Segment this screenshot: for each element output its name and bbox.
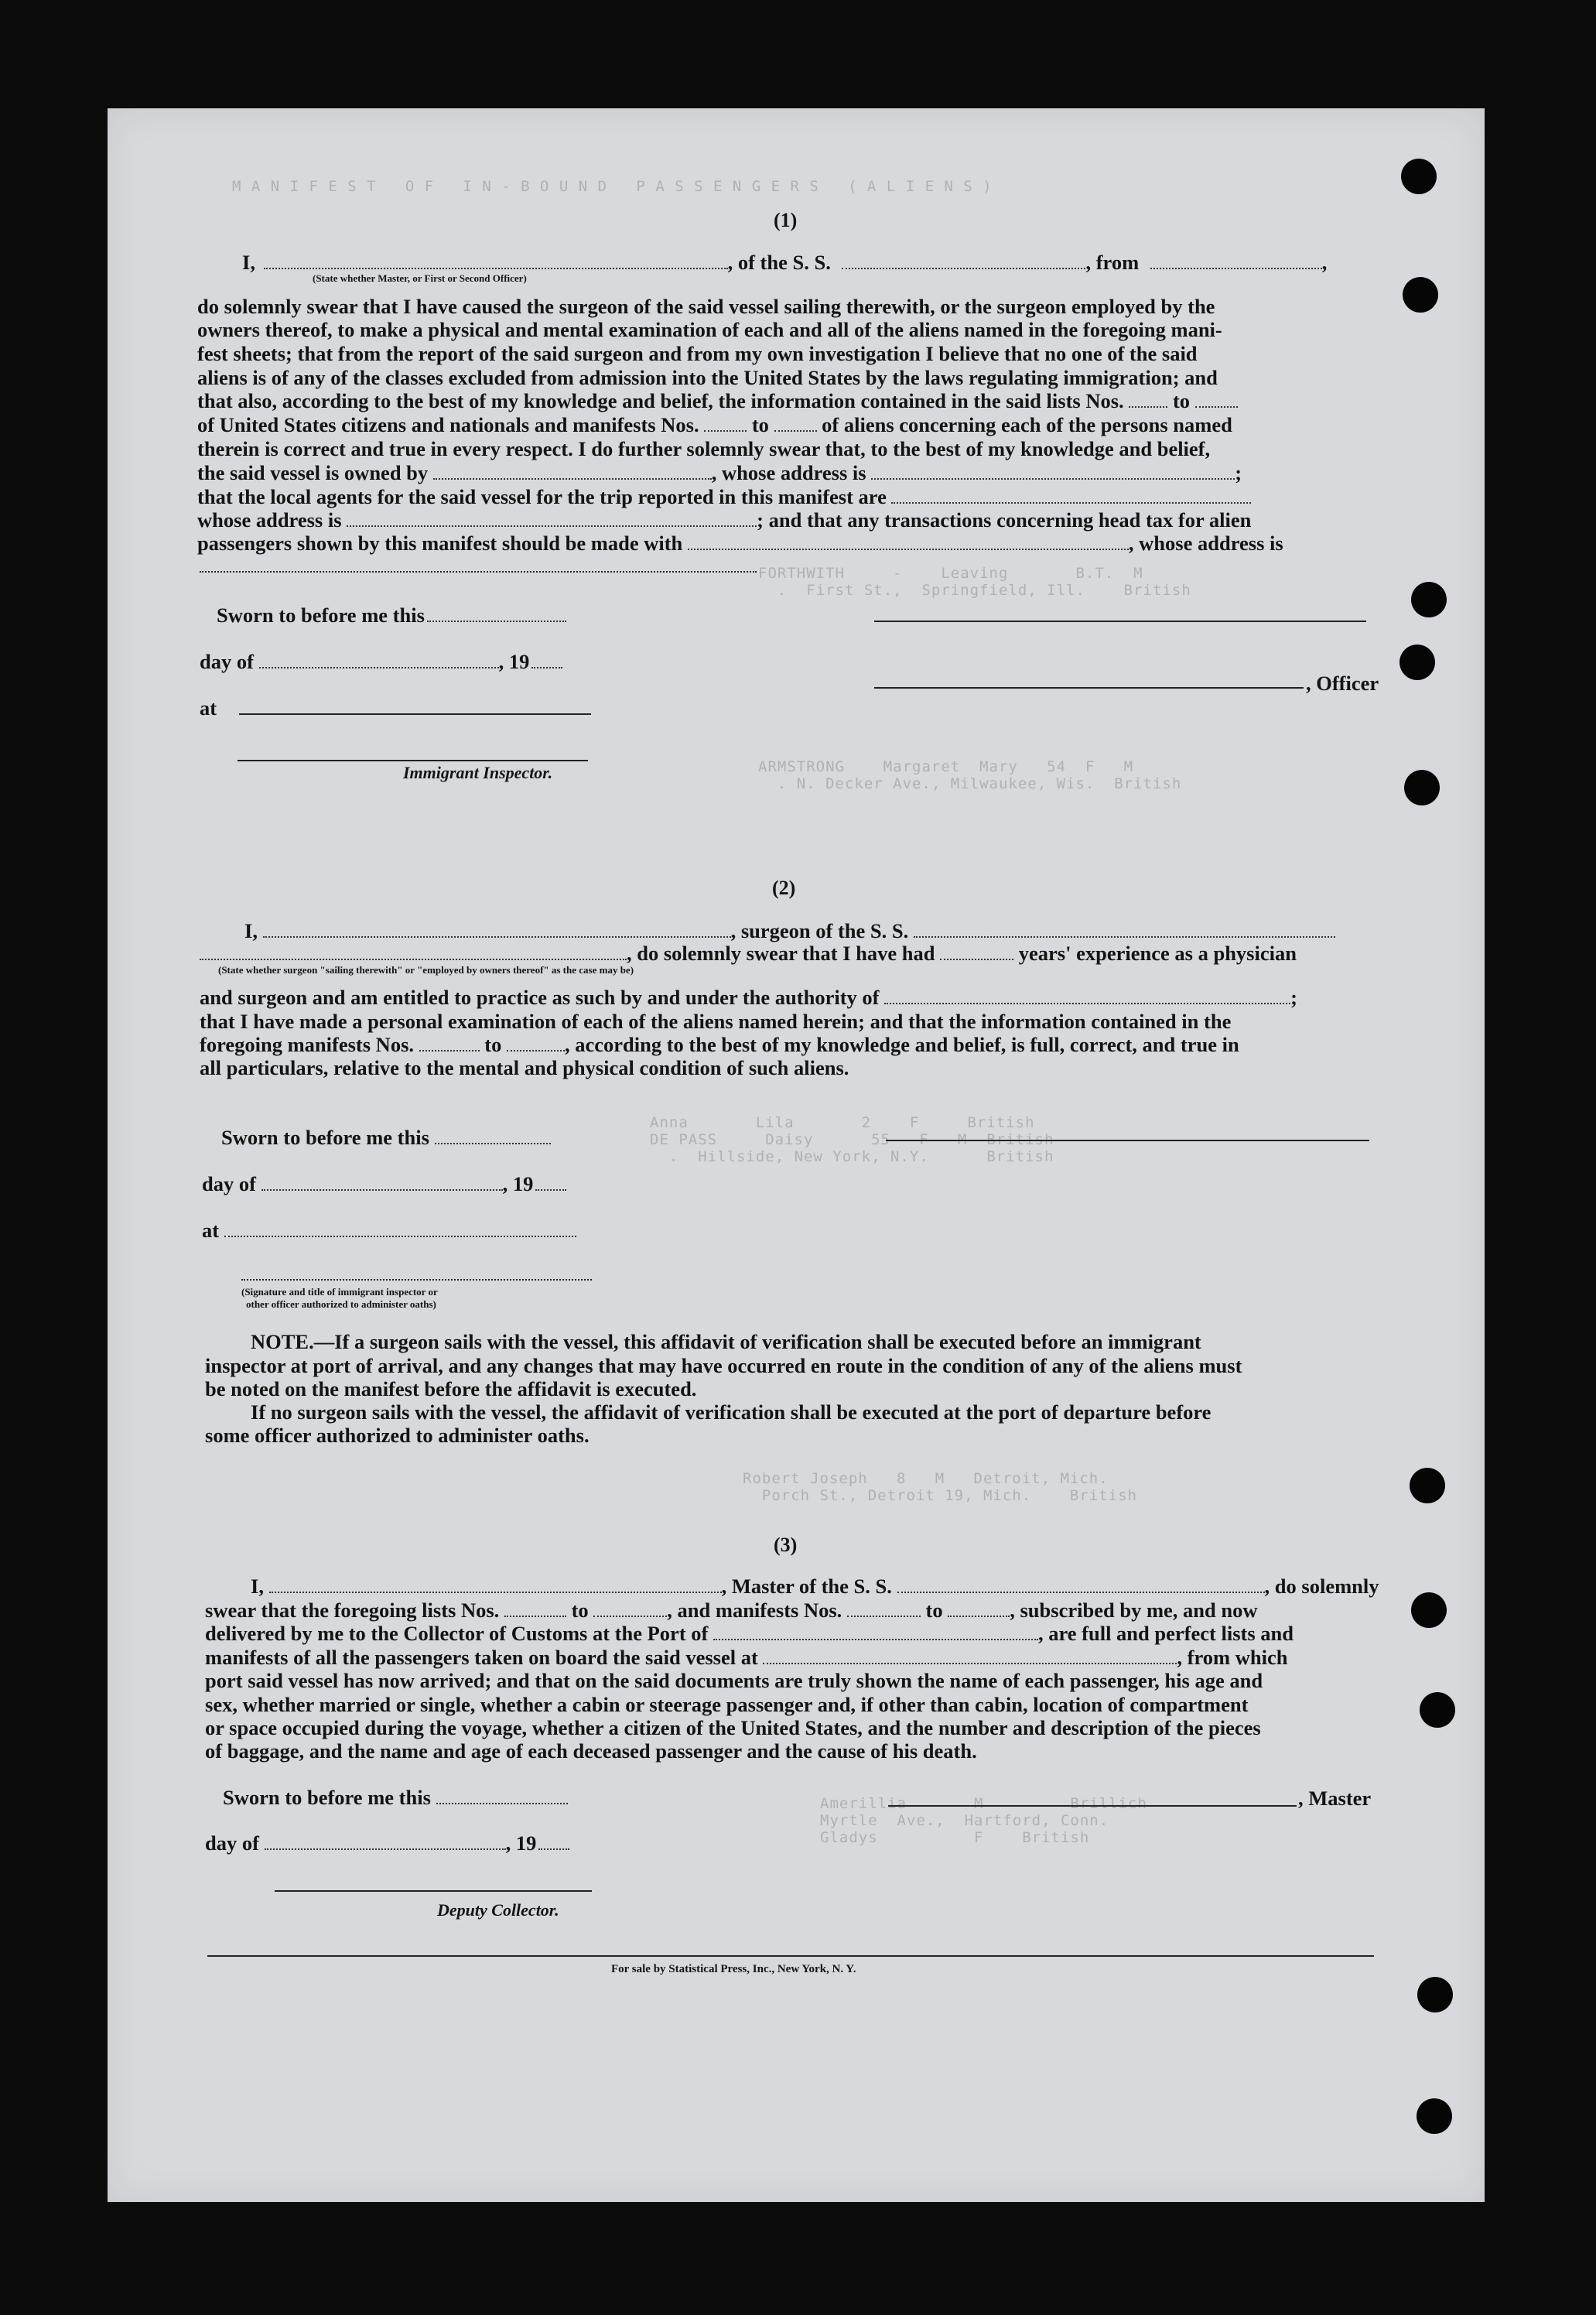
lists-from-field[interactable]: [1129, 389, 1167, 408]
place-field[interactable]: [239, 696, 591, 715]
entitled-line: and surgeon and am entitled to practice as such by and under the authority of ;: [200, 986, 1297, 1009]
master-signature-line[interactable]: [888, 1805, 1297, 1807]
footer-rule: [207, 1955, 1374, 1957]
officer-label: , Officer: [1306, 672, 1379, 695]
bleed-through-text: Amerillia M Brillich Myrtle Ave., Hartford, Conn. Gladys F British: [820, 1795, 1147, 1846]
signature-note-2: other officer authorized to administer oaths): [246, 1298, 436, 1310]
month-field[interactable]: [259, 650, 499, 669]
punch-hole: [1404, 770, 1440, 805]
owned-line: the said vessel is owned by , whose address is ;: [197, 461, 1242, 484]
surgeon-signature-line[interactable]: [886, 1140, 1369, 1141]
inspector-signature-line[interactable]: [238, 760, 588, 761]
punch-hole: [1411, 1592, 1447, 1628]
punch-hole: [1417, 1977, 1453, 2012]
port-field[interactable]: [713, 1622, 1038, 1640]
section1-body-line: owners thereof, to make a physical and mental examination of each and all of the aliens named in the foregoing mani-: [197, 318, 1222, 341]
officer-name-field[interactable]: [264, 251, 728, 269]
officer-signature-line[interactable]: [874, 687, 1304, 689]
master-name-field-3[interactable]: [269, 1575, 722, 1593]
lists-to-field[interactable]: [1195, 389, 1238, 408]
from-port-field[interactable]: [1150, 251, 1322, 269]
punch-hole: [1410, 1468, 1445, 1503]
surgeon-note: (State whether surgeon "sailing therewith" or "employed by owners thereof" as the case may be): [218, 964, 634, 976]
punch-hole: [1403, 277, 1438, 313]
punch-hole: [1411, 582, 1447, 617]
manifests-line: foregoing manifests Nos. to , according to the best of my knowledge and belief, is full, correct, and true in: [200, 1033, 1239, 1056]
label-from: , from: [1085, 251, 1140, 274]
manifests-from-field[interactable]: [704, 413, 747, 432]
port-line: delivered by me to the Collector of Customs at the Port of , are full and perfect lists and: [205, 1622, 1294, 1645]
surgeon-vessel-field[interactable]: [914, 919, 1335, 938]
agent-address-field[interactable]: [347, 508, 757, 527]
embarkation-port-field[interactable]: [763, 1646, 1177, 1664]
bleed-through-text: ARMSTRONG Margaret Mary 54 F M . N. Decker Ave., Milwaukee, Wis. British: [758, 758, 1182, 792]
collector-signature-line[interactable]: [275, 1890, 592, 1892]
section3-body-line: port said vessel has now arrived; and that on the said documents are truly shown the name of each passenger, his age and: [205, 1669, 1263, 1692]
day-of-line-1: day of , 19: [200, 650, 562, 673]
surgeon-manifests-to-field[interactable]: [507, 1033, 565, 1051]
sworn-line-3: Sworn to before me this: [223, 1786, 568, 1809]
officer-signature-line-top[interactable]: [874, 621, 1366, 622]
year-field-3[interactable]: [538, 1831, 569, 1850]
inspector-signature-line-2[interactable]: [241, 1279, 592, 1281]
lists-to-field-3[interactable]: [593, 1599, 667, 1617]
signature-note-1: (Signature and title of immigrant inspector or: [241, 1286, 438, 1298]
inspector-label: Immigrant Inspector.: [403, 763, 553, 782]
section-2-number: (2): [772, 877, 796, 899]
note-line-1: NOTE.—If a surgeon sails with the vessel, this affidavit of verification shall be executed before an immigrant: [251, 1330, 1201, 1353]
officer-note: (State whether Master, or First or Second Officer): [313, 272, 527, 284]
master-line: I, , Master of the S. S. , do solemnly: [251, 1575, 1379, 1598]
sworn-day-field-3[interactable]: [436, 1786, 568, 1804]
experience-line: , do solemnly swear that I have had years' experience as a physician: [200, 942, 1297, 965]
section1-body-line: fest sheets; that from the report of the said surgeon and from my own investigation I believe that no one of the said: [197, 342, 1198, 365]
lists-line-3: swear that the foregoing lists Nos. to , and manifests Nos. to , subscribed by me, and now: [205, 1599, 1258, 1622]
particulars-line: all particulars, relative to the mental and physical condition of such aliens.: [200, 1056, 849, 1079]
section2-body-line: that I have made a personal examination of each of the aliens named herein; and that the information contained in the: [200, 1010, 1232, 1033]
years-field[interactable]: [940, 942, 1013, 960]
owner-address-field[interactable]: [871, 461, 1235, 480]
section3-body-line: or space occupied during the voyage, whether a citizen of the United States, and the number and description of the pieces: [205, 1716, 1261, 1739]
master-label: , Master: [1298, 1787, 1372, 1810]
agent-address-line: whose address is ; and that any transactions concerning head tax for alien: [197, 508, 1252, 532]
authority-field[interactable]: [884, 986, 1290, 1004]
head-tax-address-field[interactable]: [200, 571, 757, 573]
day-of-line-3: day of , 19: [205, 1831, 569, 1855]
head-tax-party-field[interactable]: [688, 532, 1129, 550]
collector-label: Deputy Collector.: [437, 1900, 559, 1920]
lists-line: that also, according to the best of my knowledge and belief, the information contained in the said lists Nos. to: [197, 389, 1238, 412]
footer-imprint: For sale by Statistical Press, Inc., New York, N. Y.: [611, 1963, 856, 1975]
section1-body-line: do solemnly swear that I have caused the surgeon of the said vessel sailing therewith, or the surgeon employed by the: [197, 295, 1215, 318]
section-1-number: (1): [774, 209, 798, 231]
master-vessel-field[interactable]: [897, 1575, 1265, 1593]
lists-from-field-3[interactable]: [504, 1599, 566, 1617]
sworn-line-2: Sworn to before me this: [221, 1126, 551, 1149]
note-line-3: be noted on the manifest before the affidavit is executed.: [205, 1377, 697, 1400]
note-line-2: inspector at port of arrival, and any changes that may have occurred en route in the condition of any of the aliens must: [205, 1354, 1242, 1377]
at-line-2: at: [202, 1219, 576, 1242]
label-i: I,: [242, 251, 255, 274]
bleed-through-text: FORTHWITH - Leaving B.T. M . First St., Springfield, Ill. British: [758, 565, 1191, 599]
note-line-4: If no surgeon sails with the vessel, the affidavit of verification shall be executed at the port of departure before: [251, 1400, 1212, 1424]
year-field[interactable]: [531, 650, 562, 669]
section-3-number: (3): [774, 1534, 798, 1556]
punch-hole: [1401, 159, 1437, 194]
surgeon-line: I, , surgeon of the S. S.: [244, 919, 1335, 942]
officer-line: [242, 251, 1327, 274]
note-label: NOTE.: [251, 1330, 314, 1353]
citizens-line: of United States citizens and nationals and manifests Nos. to of aliens concerning each of the persons named: [197, 413, 1232, 436]
manifests-from-field-3[interactable]: [847, 1599, 921, 1617]
head-tax-line: passengers shown by this manifest should be made with , whose address is: [197, 532, 1283, 555]
local-agents-field[interactable]: [891, 485, 1251, 504]
bleed-through-text: Robert Joseph 8 M Detroit, Mich. Porch St., Detroit 19, Mich. British: [743, 1470, 1137, 1504]
label-of-ss: , of the S. S.: [727, 251, 831, 274]
manifests-to-field-3[interactable]: [948, 1599, 1010, 1617]
section3-body-line: sex, whether married or single, whether a cabin or steerage passenger and, if other than cabin, location of compartment: [205, 1693, 1249, 1716]
owner-field[interactable]: [433, 461, 712, 480]
sworn-day-field-2[interactable]: [435, 1126, 551, 1144]
agents-line: that the local agents for the said vessel for the trip reported in this manifest are: [197, 485, 1251, 508]
master-name-field[interactable]: [263, 919, 731, 938]
section1-body-line: aliens is of any of the classes excluded from admission into the United States by the laws regulating immigration; and: [197, 366, 1218, 389]
section1-body-line: therein is correct and true in every respect. I do further solemnly swear that, to the best of my knowledge and belief,: [197, 437, 1211, 460]
year-field-2[interactable]: [535, 1172, 566, 1191]
punch-hole: [1417, 2098, 1452, 2134]
bleed-through-text: Anna Lila 2 F British DE PASS Daisy 55 F M British . Hillside, New York, N.Y. British: [650, 1114, 1054, 1165]
label-comma: ,: [1321, 251, 1328, 274]
sworn-day-field[interactable]: [427, 604, 566, 622]
surgeon-name-field[interactable]: [200, 942, 627, 960]
taken-on-board-line: manifests of all the passengers taken on board the said vessel at , from which: [205, 1646, 1288, 1669]
sworn-line-1: Sworn to before me this: [217, 604, 566, 627]
punch-hole: [1399, 645, 1435, 680]
bleed-through-text: M A N I F E S T O F I N - B O U N D P A S S E N G E R S ( A L I E N S ): [232, 178, 993, 195]
at-line-1: at: [200, 696, 591, 720]
vessel-name-field[interactable]: [842, 251, 1085, 269]
manifests-to-field[interactable]: [774, 413, 817, 432]
section3-body-line-last: of baggage, and the name and age of each deceased passenger and the cause of his death.: [205, 1739, 977, 1763]
month-field-2[interactable]: [261, 1172, 503, 1191]
surgeon-manifests-from-field[interactable]: [419, 1033, 480, 1051]
note-line-5: some officer authorized to administer oaths.: [205, 1424, 590, 1447]
punch-hole: [1420, 1692, 1455, 1728]
month-field-3[interactable]: [265, 1831, 506, 1850]
place-field-2[interactable]: [224, 1219, 576, 1237]
day-of-line-2: day of , 19: [202, 1172, 566, 1195]
